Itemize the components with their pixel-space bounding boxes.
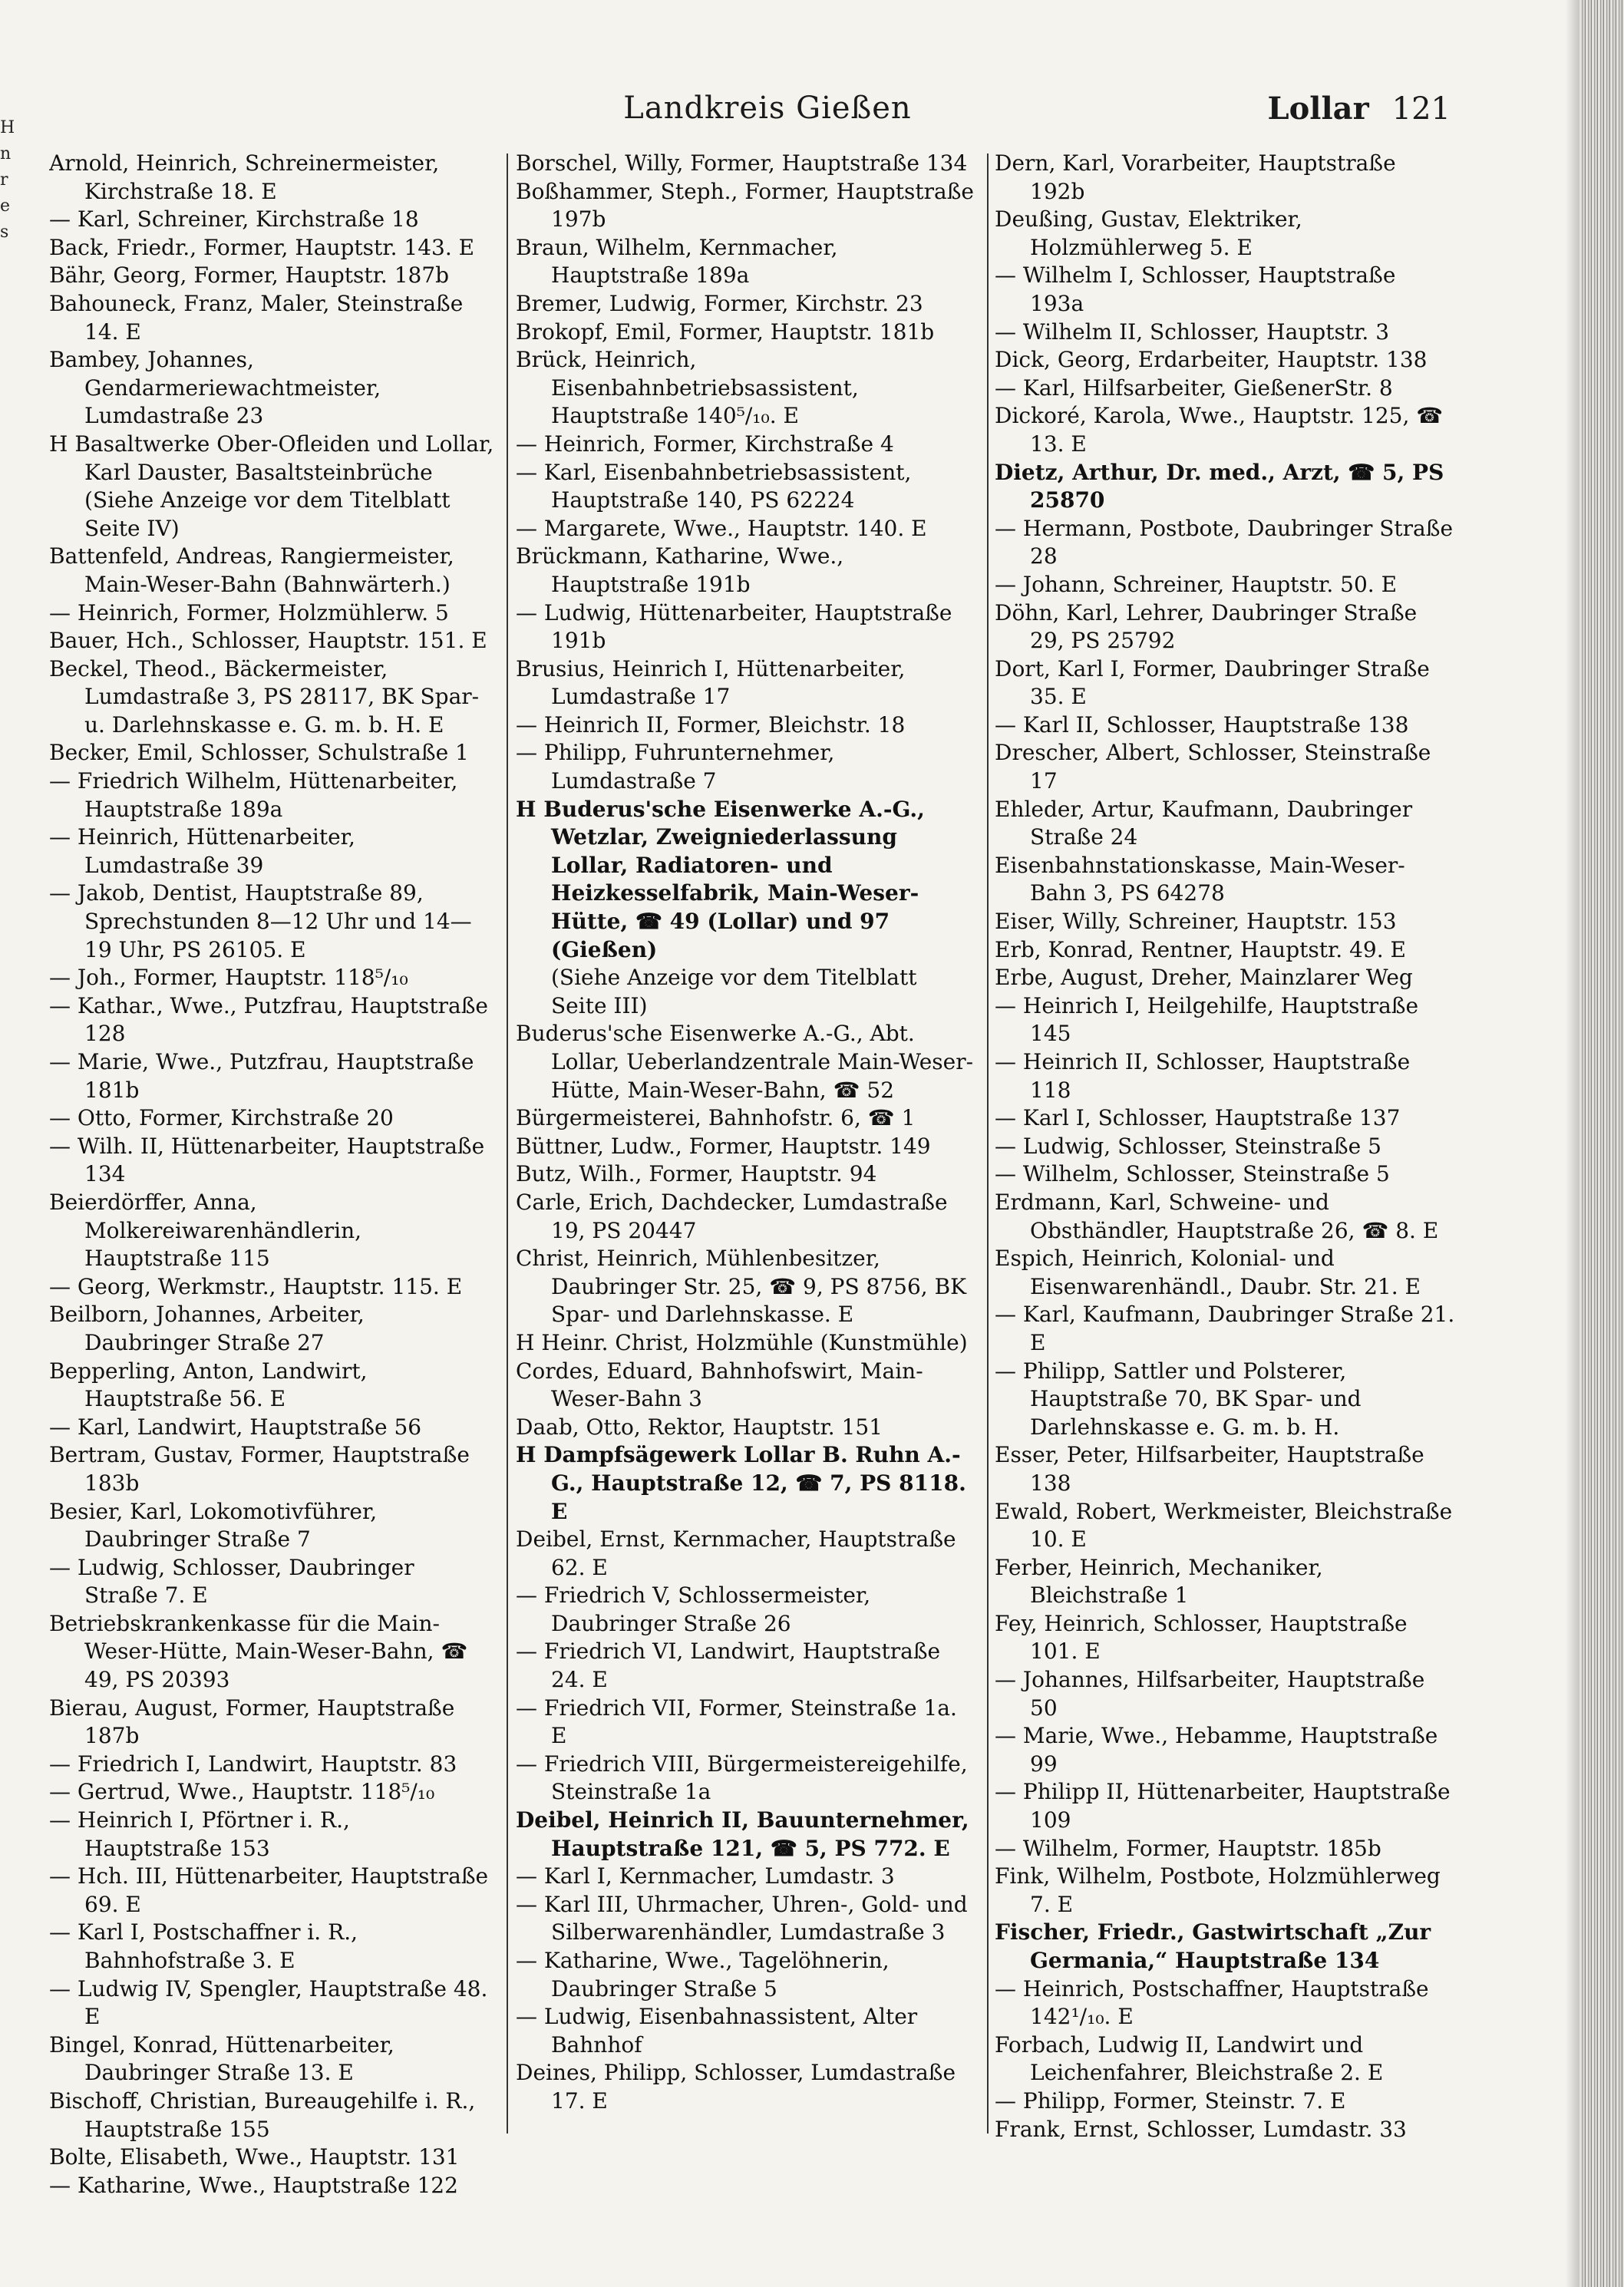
directory-entry: — Philipp, Sattler und Polsterer, Hauptstraße 70, BK Spar- und Darlehnskasse e. G. m. b. H. [995,1358,1362,1440]
page-number: 121 [1391,91,1451,127]
left-margin-fragment [0,115,23,345]
directory-entry: — Wilhelm, Former, Hauptstr. 185b [995,1835,1381,1861]
page-header-right [1259,91,1451,127]
directory-entry: Beilborn, Johannes, Arbeiter, Daubringer Straße 27 [49,1302,365,1355]
directory-entry: — Friedrich VI, Landwirt, Hauptstraße 24. E [516,1639,941,1693]
directory-entry: — Margarete, Wwe., Hauptstr. 140. E [516,515,927,541]
column-divider [987,153,989,2134]
directory-entry: — Heinrich, Postschaffner, Hauptstraße 142¹/₁₀. E [995,1975,1429,2030]
directory-entry: Drescher, Albert, Schlosser, Steinstraße 17 [995,740,1431,794]
directory-entry: Forbach, Ludwig II, Landwirt und Leichenfahrer, Bleichstraße 2. E [995,2031,1384,2086]
column-divider [507,153,508,2134]
directory-entry: — Otto, Former, Kirchstraße 20 [49,1105,394,1131]
directory-column-3 [995,150,1455,2222]
directory-entry: — Heinrich, Former, Kirchstraße 4 [516,431,894,457]
directory-entry: Brückmann, Katharine, Wwe., Hauptstraße 191b [516,543,844,597]
directory-entry: Brusius, Heinrich I, Hüttenarbeiter, Lumdastraße 17 [516,655,906,710]
directory-entry: — Johannes, Hilfsarbeiter, Hauptstraße 50 [995,1667,1425,1721]
directory-entry: Erbe, August, Dreher, Mainzlarer Weg [995,965,1413,991]
directory-entry: Daab, Otto, Rektor, Hauptstr. 151 [516,1414,883,1440]
directory-entry: — Ludwig, Eisenbahnassistent, Alter Bahnhof [516,2004,918,2058]
directory-entry: Beckel, Theod., Bäckermeister, Lumdastraße 3, PS 28117, BK Spar- u. Darlehnskasse e. G. m. b. H. E [49,655,480,738]
directory-entry: Bürgermeisterei, Bahnhofstr. 6, ☎ 1 [516,1105,916,1131]
directory-entry: — Karl, Eisenbahnbetriebsassistent, Hauptstraße 140, PS 62224 [516,459,912,513]
directory-entry: — Heinrich II, Schlosser, Hauptstraße 118 [995,1049,1411,1103]
directory-entry: — Joh., Former, Hauptstr. 118⁵/₁₀ [49,965,408,991]
directory-entry: Boßhammer, Steph., Former, Hauptstraße 197b [516,178,974,233]
directory-entry: — Friedrich VII, Former, Steinstraße 1a. E [516,1695,957,1749]
directory-entry: Dick, Georg, Erdarbeiter, Hauptstr. 138 [995,347,1428,373]
directory-entry: — Ludwig, Schlosser, Daubringer Straße 7. E [49,1554,414,1609]
directory-entry: — Friedrich VIII, Bürgermeistereigehilfe, Steinstraße 1a [516,1751,968,1805]
directory-entry: H Basaltwerke Ober-Ofleiden und Lollar, Karl Dauster, Basaltsteinbrüche [49,431,494,485]
directory-entry: Christ, Heinrich, Mühlenbesitzer, Daubringer Str. 25, ☎ 9, PS 8756, BK Spar- und Darlehnskasse. E [516,1246,967,1328]
directory-entry: — Gertrud, Wwe., Hauptstr. 118⁵/₁₀ [49,1779,435,1805]
directory-entry: Büttner, Ludw., Former, Hauptstr. 149 [516,1133,931,1159]
directory-entry: Carle, Erich, Dachdecker, Lumdastraße 19, PS 20447 [516,1189,948,1243]
directory-entry: Fischer, Friedr., Gastwirtschaft „Zur Germania,“ Hauptstraße 134 [995,1919,1431,1973]
directory-entry: — Karl, Hilfsarbeiter, GießenerStr. 8 [995,375,1393,401]
directory-entry: H Buderus'sche Eisenwerke A.-G., Wetzlar, Zweigniederlassung Lollar, Radiatoren- und Heizkesselfabrik, Main-Weser-Hütte, ☎ 49 (Lollar) und 97 (Gießen) [516,796,925,962]
directory-entry: — Hch. III, Hüttenarbeiter, Hauptstraße 69. E [49,1863,489,1917]
directory-entry: Deines, Philipp, Schlosser, Lumdastraße 17. E [516,2060,956,2114]
directory-entry: — Heinrich, Former, Holzmühlerw. 5 [49,599,449,625]
directory-column-1 [49,150,494,2222]
directory-entry: Cordes, Eduard, Bahnhofswirt, Main-Weser-Bahn 3 [516,1358,923,1412]
directory-entry: Becker, Emil, Schlosser, Schulstraße 1 [49,740,469,766]
directory-entry: Bauer, Hch., Schlosser, Hauptstr. 151. E [49,628,487,654]
directory-entry: Betriebskrankenkasse für die Main-Weser-Hütte, Main-Weser-Bahn, ☎ 49, PS 20393 [49,1610,468,1693]
directory-entry: — Karl III, Uhrmacher, Uhren-, Gold- und Silberwarenhändler, Lumdastraße 3 [516,1891,968,1945]
directory-entry: Arnold, Heinrich, Schreinermeister, Kirchstraße 18. E [49,150,440,204]
directory-entry: Dern, Karl, Vorarbeiter, Hauptstraße 192b [995,150,1396,204]
directory-entry: — Philipp, Former, Steinstr. 7. E [995,2087,1346,2114]
margin-glyph: n [0,144,12,163]
directory-entry: Buderus'sche Eisenwerke A.-G., Abt. Lollar, Ueberlandzentrale Main-Weser-Hütte, Main-Weser-Bahn, ☎ 52 [516,1021,974,1103]
directory-entry: — Karl, Landwirt, Hauptstraße 56 [49,1414,422,1440]
directory-entry: Bertram, Gustav, Former, Hauptstraße 183b [49,1442,470,1496]
directory-entry: Back, Friedr., Former, Hauptstr. 143. E [49,234,475,260]
directory-entry: — Georg, Werkmstr., Hauptstr. 115. E [49,1273,463,1299]
directory-entry: — Philipp II, Hüttenarbeiter, Hauptstraße 109 [995,1779,1451,1833]
directory-entry: Eiser, Willy, Schreiner, Hauptstr. 153 [995,909,1397,935]
directory-entry: — Heinrich II, Former, Bleichstr. 18 [516,711,906,738]
directory-entry: — Katharine, Wwe., Tagelöhnerin, Daubringer Straße 5 [516,1948,890,2002]
directory-entry: — Heinrich, Hüttenarbeiter, Lumdastraße 39 [49,824,355,878]
directory-entry: Brück, Heinrich, Eisenbahnbetriebsassistent, Hauptstraße 140⁵/₁₀. E [516,347,859,429]
directory-entry: — Jakob, Dentist, Hauptstraße 89, Sprechstunden 8—12 Uhr und 14—19 Uhr, PS 26105. E [49,880,472,962]
directory-entry: — Wilhelm II, Schlosser, Hauptstr. 3 [995,318,1390,345]
directory-entry: Dort, Karl I, Former, Daubringer Straße 35. E [995,655,1430,710]
directory-entry: Dietz, Arthur, Dr. med., Arzt, ☎ 5, PS 25870 [995,459,1444,513]
directory-entry: — Hermann, Postbote, Daubringer Straße 28 [995,515,1454,569]
directory-entry: — Heinrich I, Pförtner i. R., Hauptstraße 153 [49,1807,350,1861]
directory-entry: Bambey, Johannes, Gendarmeriewachtmeister, Lumdastraße 23 [49,347,381,429]
directory-entry: — Wilhelm I, Schlosser, Hauptstraße 193a [995,262,1396,316]
directory-note: (Siehe Anzeige vor dem Titelblatt Seite III) [551,965,917,1018]
margin-glyph: r [0,170,8,190]
directory-entry: Beierdörffer, Anna, Molkereiwarenhändlerin, Hauptstraße 115 [49,1189,362,1272]
directory-entry: Ferber, Heinrich, Mechaniker, Bleichstraße 1 [995,1554,1323,1609]
directory-entry: Fink, Wilhelm, Postbote, Holzmühlerweg 7. E [995,1863,1441,1917]
directory-entry: — Karl, Schreiner, Kirchstraße 18 [49,206,419,233]
directory-entry: H Heinr. Christ, Holzmühle (Kunstmühle) [516,1329,968,1355]
directory-entry: — Marie, Wwe., Putzfrau, Hauptstraße 181b [49,1049,474,1103]
directory-entry: — Ludwig IV, Spengler, Hauptstraße 48. E [49,1975,488,2030]
directory-entry: Dickoré, Karola, Wwe., Hauptstr. 125, ☎ 13. E [995,403,1444,457]
directory-entry: Bähr, Georg, Former, Hauptstr. 187b [49,262,450,289]
directory-entry: H Dampfsägewerk Lollar B. Ruhn A.-G., Hauptstraße 12, ☎ 7, PS 8118. E [516,1442,966,1524]
directory-entry: Deibel, Heinrich II, Bauunternehmer, Hauptstraße 121, ☎ 5, PS 772. E [516,1807,969,1861]
directory-entry: — Ludwig, Schlosser, Steinstraße 5 [995,1133,1381,1159]
directory-entry: — Karl I, Postschaffner i. R., Bahnhofstraße 3. E [49,1919,358,1973]
directory-entry: Bingel, Konrad, Hüttenarbeiter, Daubringer Straße 13. E [49,2031,394,2086]
directory-entry: — Friedrich I, Landwirt, Hauptstr. 83 [49,1751,457,1777]
header-place: Lollar [1267,91,1369,127]
directory-entry: Fey, Heinrich, Schlosser, Hauptstraße 101. E [995,1610,1408,1665]
directory-entry: Bolte, Elisabeth, Wwe., Hauptstr. 131 [49,2144,460,2170]
directory-entry: Butz, Wilh., Former, Hauptstr. 94 [516,1161,877,1187]
directory-entry: — Johann, Schreiner, Hauptstr. 50. E [995,571,1398,597]
directory-entry: Deibel, Ernst, Kernmacher, Hauptstraße 62. E [516,1526,956,1580]
directory-entry: Ehleder, Artur, Kaufmann, Daubringer Straße 24 [995,796,1413,850]
directory-column-2 [516,150,978,2222]
directory-entry: Ewald, Robert, Werkmeister, Bleichstraße 10. E [995,1498,1453,1553]
directory-entry: Bremer, Ludwig, Former, Kirchstr. 23 [516,290,923,316]
margin-glyph: H [0,118,15,137]
directory-entry: — Friedrich Wilhelm, Hüttenarbeiter, Hauptstraße 189a [49,768,458,822]
directory-entry: Besier, Karl, Lokomotivführer, Daubringer Straße 7 [49,1498,378,1553]
page-header-title: Landkreis Gießen [623,91,912,126]
directory-entry: Erdmann, Karl, Schweine- und Obsthändler, Hauptstraße 26, ☎ 8. E [995,1189,1439,1243]
directory-entry: Erb, Konrad, Rentner, Hauptstr. 49. E [995,936,1406,962]
directory-entry: Espich, Heinrich, Kolonial- und Eisenwarenhändl., Daubr. Str. 21. E [995,1246,1421,1299]
directory-entry: — Wilh. II, Hüttenarbeiter, Hauptstraße 134 [49,1133,485,1187]
directory-entry: Deußing, Gustav, Elektriker, Holzmühlerweg 5. E [995,206,1302,260]
directory-entry: Braun, Wilhelm, Kernmacher, Hauptstraße 189a [516,234,838,289]
directory-entry: — Heinrich I, Heilgehilfe, Hauptstraße 145 [995,992,1419,1047]
directory-entry: Brokopf, Emil, Former, Hauptstr. 181b [516,318,935,345]
directory-entry: Borschel, Willy, Former, Hauptstraße 134 [516,150,968,176]
margin-glyph: e [0,196,11,216]
directory-entry: Battenfeld, Andreas, Rangiermeister, Main-Weser-Bahn (Bahnwärterh.) [49,543,454,597]
directory-entry: — Philipp, Fuhrunternehmer, Lumdastraße 7 [516,740,835,794]
directory-entry: — Wilhelm, Schlosser, Steinstraße 5 [995,1161,1390,1187]
directory-entry: Frank, Ernst, Schlosser, Lumdastr. 33 [995,2116,1407,2142]
margin-glyph: s [0,223,9,242]
directory-entry: Bierau, August, Former, Hauptstraße 187b [49,1695,455,1749]
directory-entry: — Karl, Kaufmann, Daubringer Straße 21. E [995,1302,1455,1355]
book-page-edges [1579,0,1624,2287]
directory-entry: — Kathar., Wwe., Putzfrau, Hauptstraße 128 [49,992,488,1047]
directory-entry: — Friedrich V, Schlossermeister, Daubringer Straße 26 [516,1582,871,1636]
directory-entry: — Marie, Wwe., Hebamme, Hauptstraße 99 [995,1723,1438,1777]
directory-entry: Bahouneck, Franz, Maler, Steinstraße 14. E [49,290,464,345]
directory-entry: — Karl I, Schlosser, Hauptstraße 137 [995,1105,1401,1131]
directory-entry: Bepperling, Anton, Landwirt, Hauptstraße 56. E [49,1358,368,1412]
directory-entry: Bischoff, Christian, Bureaugehilfe i. R., Hauptstraße 155 [49,2087,476,2142]
directory-entry: — Karl I, Kernmacher, Lumdastr. 3 [516,1863,895,1889]
directory-entry: Esser, Peter, Hilfsarbeiter, Hauptstraße 138 [995,1442,1424,1496]
directory-note: (Siehe Anzeige vor dem Titelblatt Seite IV) [84,487,451,541]
directory-entry: — Ludwig, Hüttenarbeiter, Hauptstraße 191b [516,599,952,654]
directory-entry: Döhn, Karl, Lehrer, Daubringer Straße 29, PS 25792 [995,599,1418,654]
directory-entry: Eisenbahnstationskasse, Main-Weser-Bahn 3, PS 64278 [995,852,1405,906]
directory-entry: — Karl II, Schlosser, Hauptstraße 138 [995,711,1409,738]
directory-entry: — Katharine, Wwe., Hauptstraße 122 [49,2172,458,2198]
